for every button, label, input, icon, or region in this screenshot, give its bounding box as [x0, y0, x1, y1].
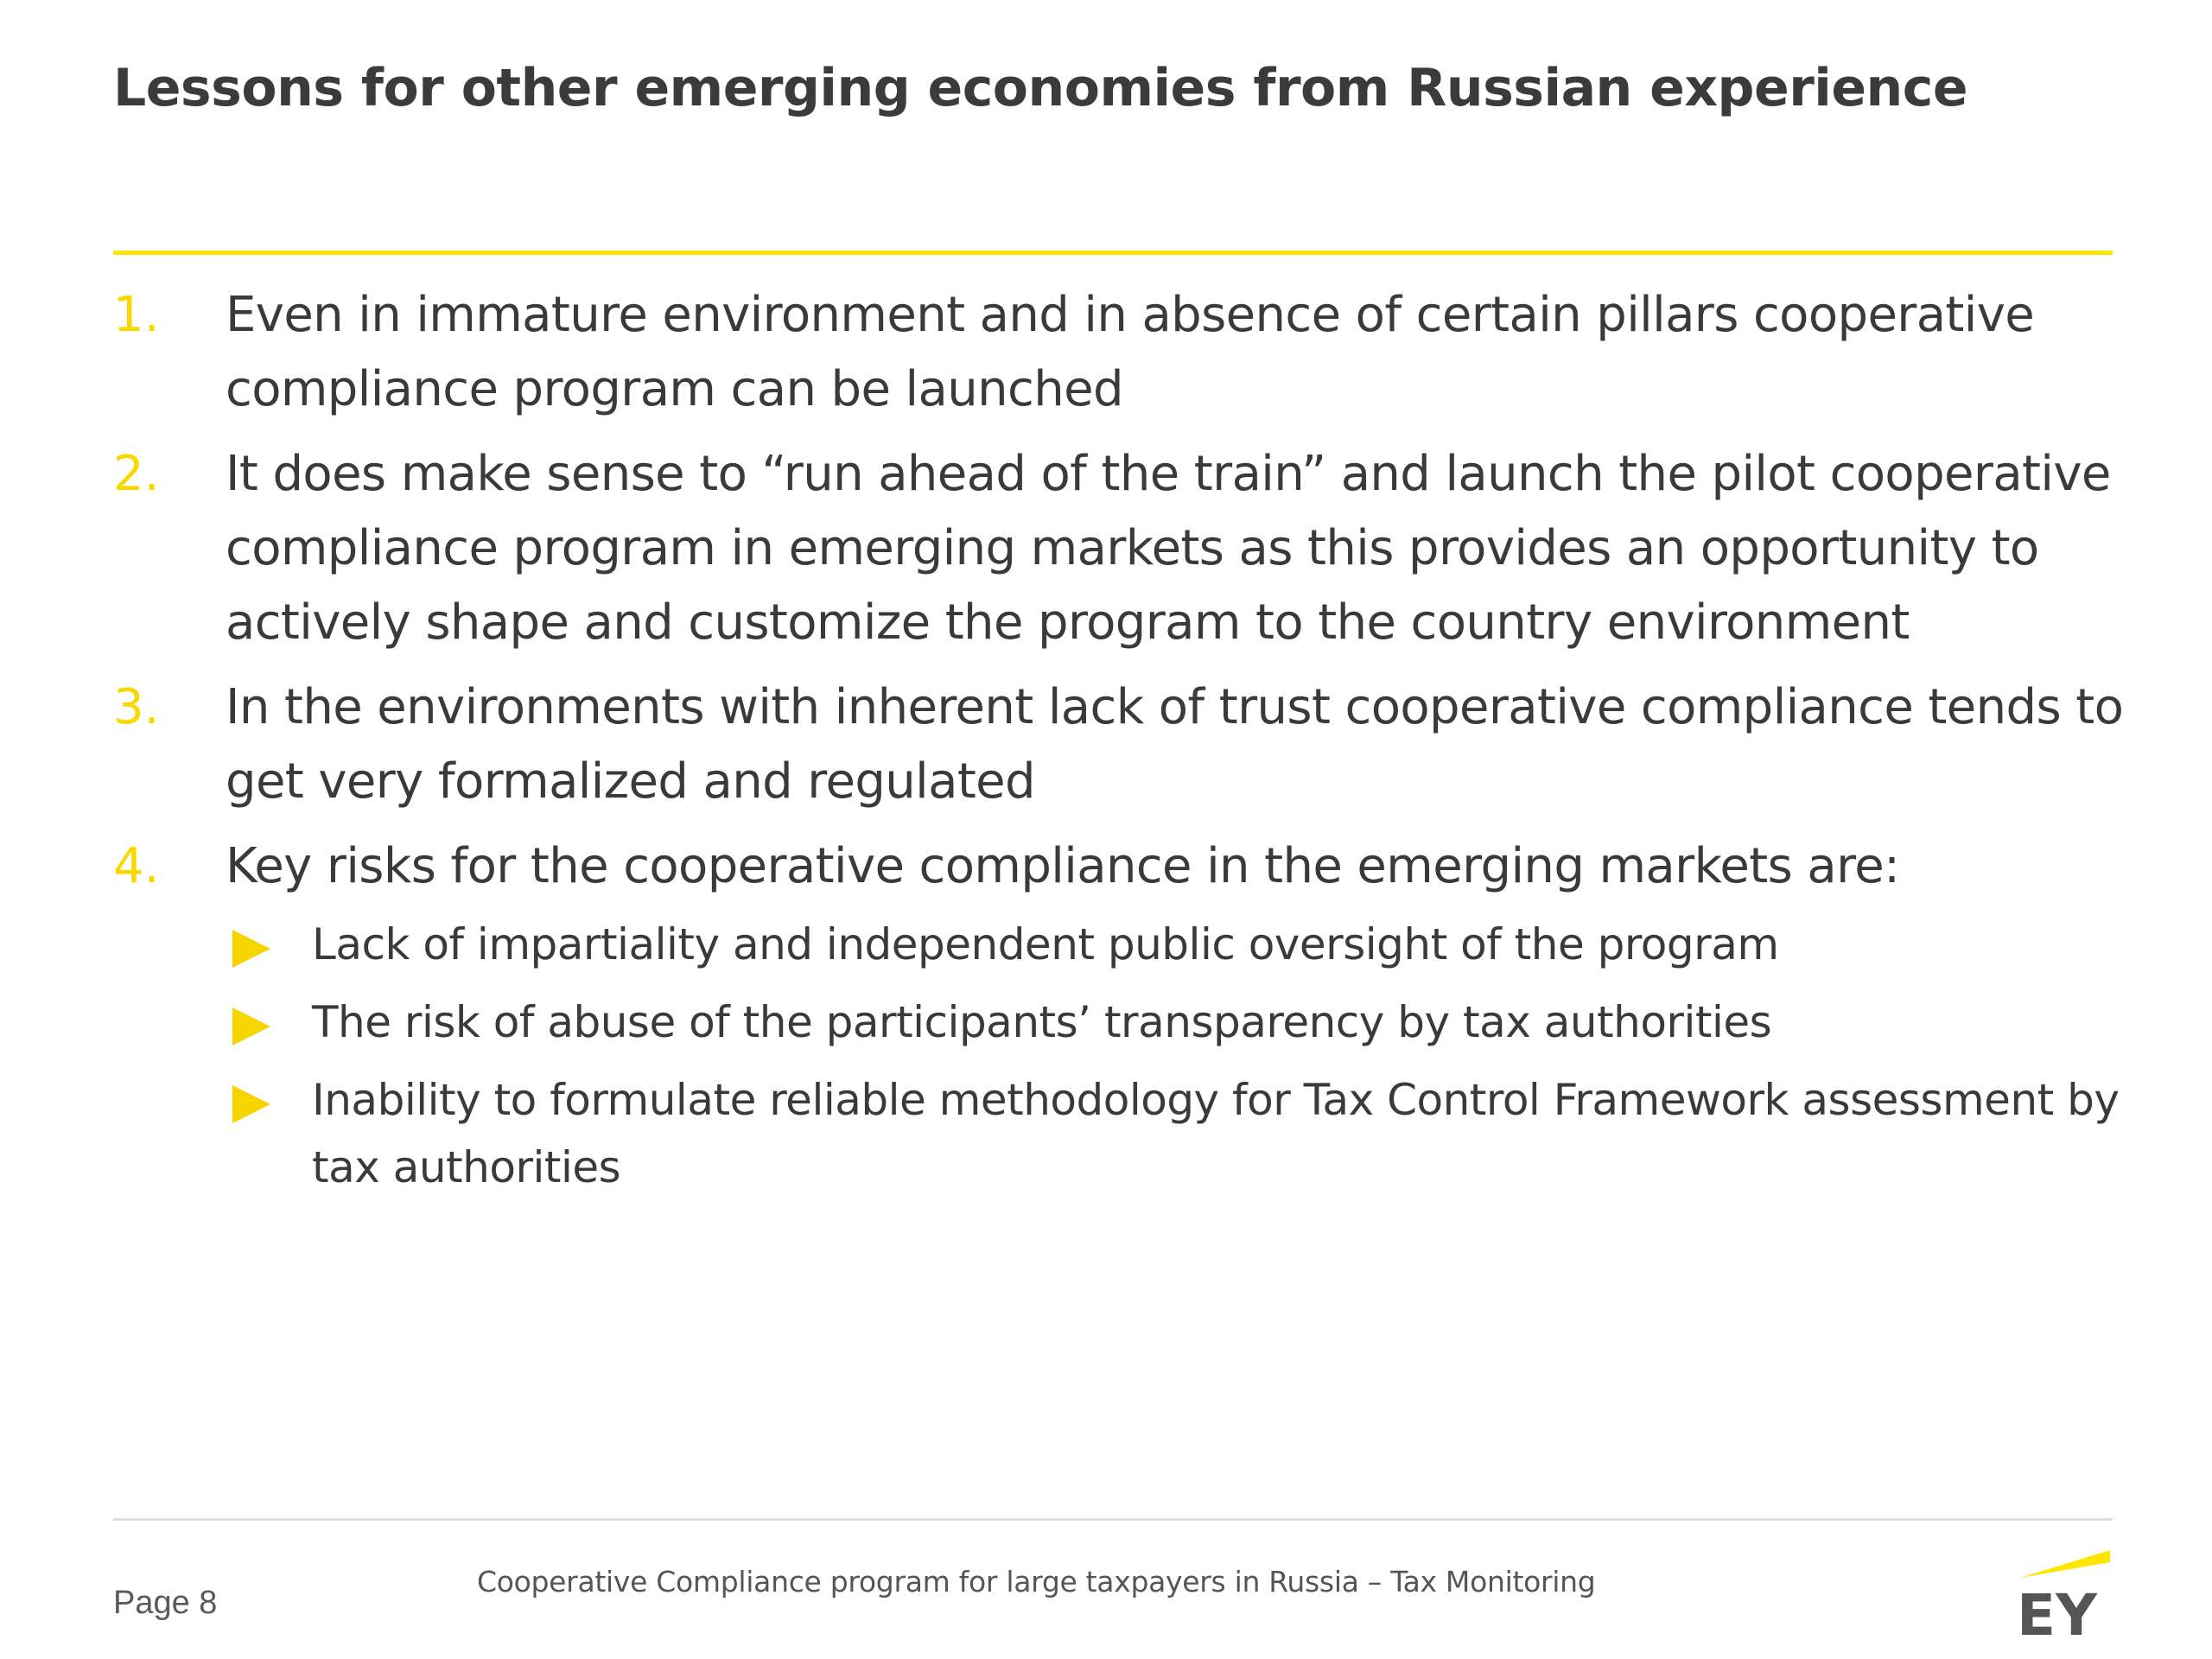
- lesson-item-3: [113, 671, 2126, 819]
- lesson-number: 2.: [113, 446, 160, 502]
- lessons-list: [113, 278, 2126, 1211]
- lesson-item-2: [113, 437, 2126, 660]
- title-divider: [113, 251, 2113, 255]
- lesson-text: Even in immature environment and in absence of certain pillars cooperative compliance program can be launched: [226, 287, 2035, 417]
- lesson-item-1: [113, 278, 2126, 427]
- ey-logo-icon: [2013, 1538, 2117, 1642]
- lesson-text: In the environments with inherent lack of trust cooperative compliance tends to get very formalized and regulated: [226, 679, 2124, 810]
- risks-list: [226, 911, 2126, 1201]
- lesson-number: 3.: [113, 679, 160, 735]
- lesson-number: 4.: [113, 838, 160, 894]
- risk-item: [226, 911, 2126, 978]
- lesson-text: It does make sense to “run ahead of the train” and launch the pilot cooperative compliance program in emerging markets as this provides an opportunity to actively shape and customize the program to the country environment: [226, 446, 2111, 651]
- ey-logo-text: EY: [2017, 1582, 2097, 1642]
- footer-divider: [113, 1518, 2113, 1521]
- risk-text: Lack of impartiality and independent public oversight of the program: [312, 919, 1779, 969]
- risk-text: Inability to formulate reliable methodology for Tax Control Framework assessment by tax authorities: [312, 1075, 2120, 1192]
- page-number: Page 8: [113, 1585, 218, 1621]
- lesson-text: Key risks for the cooperative compliance in the emerging markets are:: [226, 838, 1900, 894]
- slide-title: Lessons for other emerging economies from Russian experience: [113, 58, 1968, 118]
- triangle-right-icon: [232, 1007, 270, 1046]
- triangle-right-icon: [232, 1085, 270, 1123]
- footer-caption: Cooperative Compliance program for large taxpayers in Russia – Tax Monitoring: [477, 1565, 1596, 1599]
- lesson-number: 1.: [113, 287, 160, 343]
- risk-item: [226, 1066, 2126, 1201]
- risk-text: The risk of abuse of the participants’ transparency by tax authorities: [312, 997, 1772, 1047]
- triangle-right-icon: [232, 930, 270, 968]
- risk-item: [226, 988, 2126, 1056]
- lesson-item-4: [113, 830, 2126, 1201]
